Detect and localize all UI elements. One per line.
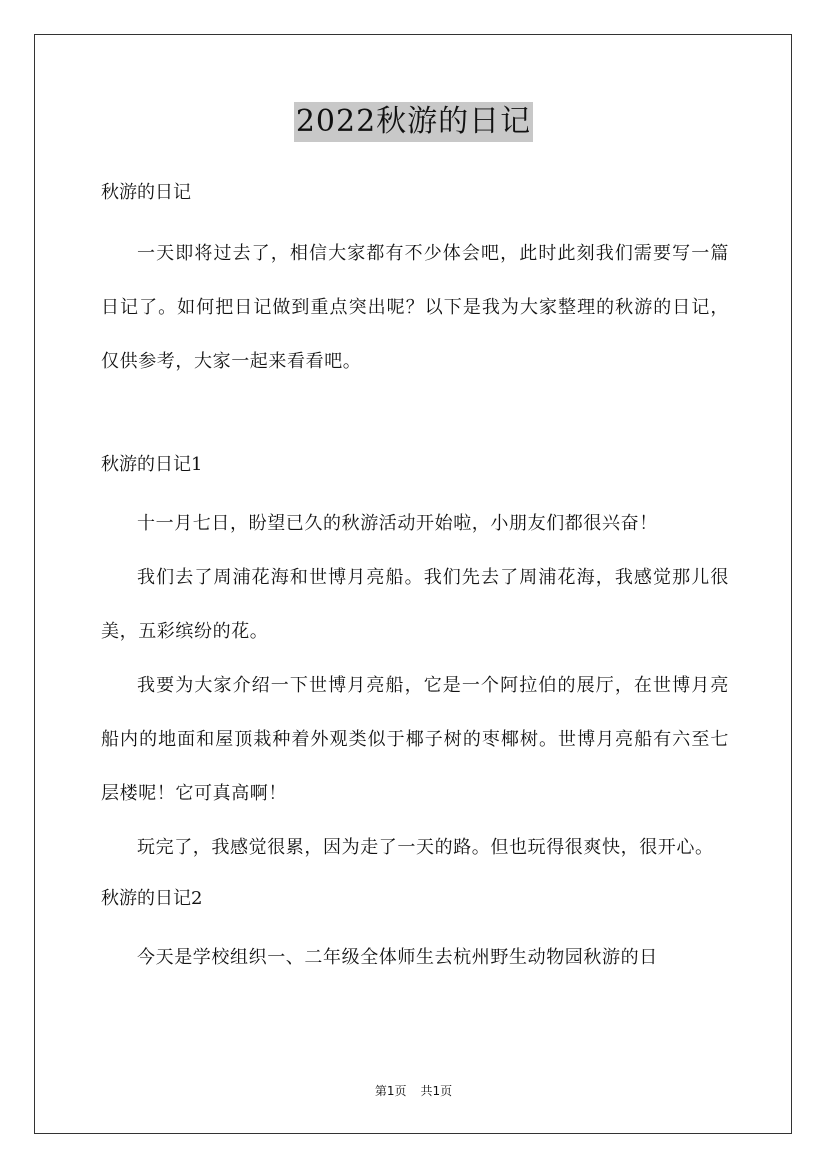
- page-number: 第1页: [374, 1084, 407, 1098]
- document-body: [101, 173, 729, 985]
- diary-1-paragraph-3: 我要为大家介绍一下世博月亮船，它是一个阿拉伯的展厅，在世博月亮船内的地面和屋顶栽种着外观类似于椰子树的枣椰树。世博月亮船有六至七层楼呢！它可真高啊！: [101, 675, 729, 804]
- section-heading-diary-2: 秋游的日记2: [101, 888, 203, 909]
- page-total: 共1页: [420, 1084, 453, 1098]
- document-title: 2022秋游的日记: [294, 102, 533, 142]
- diary-1-paragraph-1: 十一月七日，盼望已久的秋游活动开始啦，小朋友们都很兴奋！: [137, 513, 658, 534]
- section-heading-diary-1: 秋游的日记1: [101, 454, 203, 475]
- section-heading-intro: 秋游的日记: [101, 182, 191, 203]
- page-footer: [0, 1083, 827, 1099]
- spacer: [101, 389, 729, 445]
- diary-1-paragraph-4: 玩完了，我感觉很累，因为走了一天的路。但也玩得很爽快，很开心。: [137, 837, 714, 858]
- diary-1-paragraph-2: 我们去了周浦花海和世博月亮船。我们先去了周浦花海，我感觉那儿很美，五彩缤纷的花。: [101, 567, 729, 642]
- diary-2-paragraph-1: 今天是学校组织一、二年级全体师生去杭州野生动物园秋游的日: [137, 947, 658, 968]
- intro-paragraph: 一天即将过去了，相信大家都有不少体会吧，此时此刻我们需要写一篇日记了。如何把日记做到重点突出呢？以下是我为大家整理的秋游的日记，仅供参考，大家一起来看看吧。: [101, 243, 729, 372]
- document-title-wrapper: [0, 102, 827, 142]
